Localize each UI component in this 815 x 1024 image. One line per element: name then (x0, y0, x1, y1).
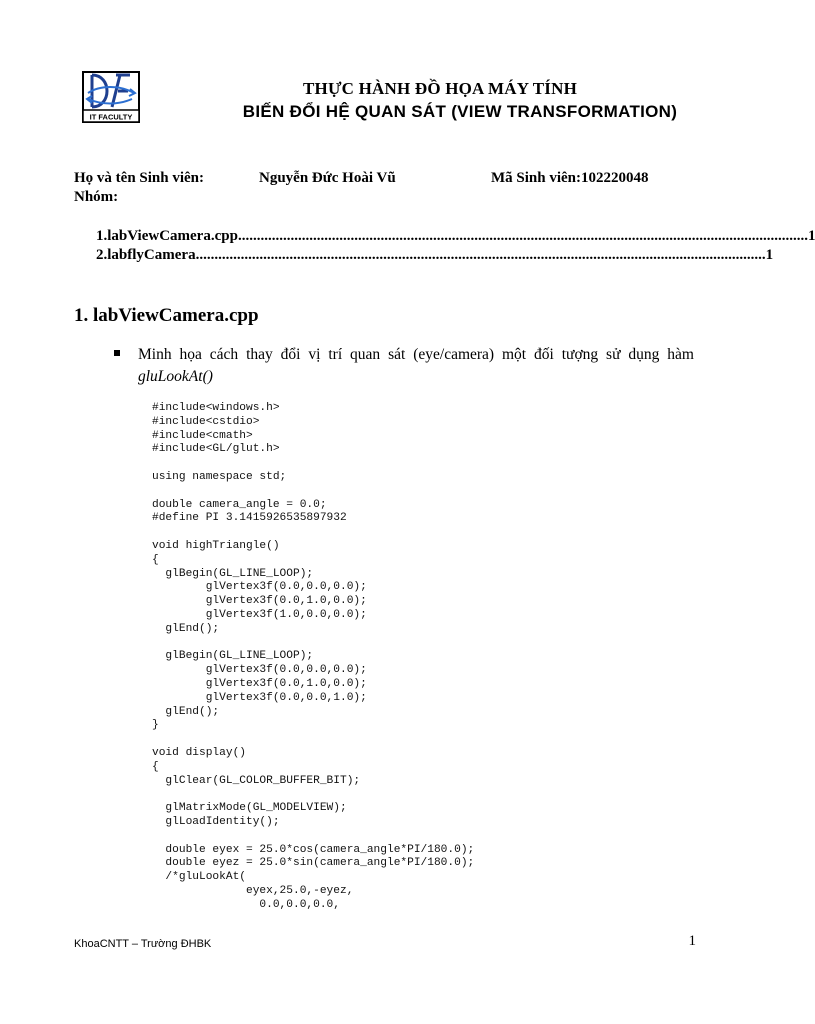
student-id-label: Mã Sinh viên:102220048 (491, 170, 649, 186)
bullet-paragraph (138, 344, 694, 388)
bullet-item (116, 344, 694, 388)
course-title: THỰC HÀNH ĐỒ HỌA MÁY TÍNH (302, 79, 578, 98)
toc-page-number: 1 (807, 228, 815, 244)
square-bullet-icon (114, 350, 120, 356)
toc-leader: ........................................................................................................................................................ (195, 247, 766, 263)
table-of-contents (96, 228, 815, 266)
student-name-label: Họ và tên Sinh viên: (74, 170, 205, 186)
toc-entry[interactable] (96, 247, 774, 266)
bullet-text: Minh họa cách thay đổi vị trí quan sát (eye/camera) một đối tượng sử dụng hàm (138, 346, 694, 363)
toc-leader: ........................................................................................................................................................ (237, 228, 808, 244)
toc-number: 1. (96, 228, 108, 244)
toc-number: 2. (96, 247, 108, 263)
toc-title: labflyCamera (107, 247, 196, 263)
toc-page-number: 1 (765, 247, 774, 263)
footer-text: KhoaCNTT – Trường ĐHBK (74, 938, 212, 950)
lab-title: BIẾN ĐỔI HỆ QUAN SÁT (VIEW TRANSFORMATION) (242, 102, 678, 121)
section-heading: 1. labViewCamera.cpp (74, 305, 259, 326)
student-name-value: Nguyễn Đức Hoài Vũ (259, 170, 396, 186)
toc-title: labViewCamera.cpp (107, 228, 238, 244)
group-label: Nhóm: (74, 189, 119, 205)
student-info-row (74, 170, 714, 190)
page-number: 1 (688, 933, 696, 949)
code-listing: #include<windows.h> #include<cstdio> #include<cmath> #include<GL/glut.h> using namespace std; double camera_angle = 0.0; #define PI 3.1415926535897932 void highTriangle() { glBegin(GL_LINE_LOOP); glVertex3f(0.0,0.0,0.0); glVertex3f(0.0,1.0,0.0); glVertex3f(1.0,0.0,0.0); glEnd(); glBegin(GL_LINE_LOOP); glVertex3f(0.0,0.0,0.0); glVertex3f(0.0,1.0,0.0); glVertex3f(0.0,0.0,1.0); glEnd(); } void display() { glClear(GL_COLOR_BUFFER_BIT); glMatrixMode(GL_MODELVIEW); glLoadIdentity(); double eyex = 25.0*cos(camera_angle*PI/180.0); double eyez = 25.0*sin(camera_angle*PI/180.0); /*gluLookAt( eyex,25.0,-eyez, 0.0,0.0,0.0, (152, 402, 475, 911)
toc-entry[interactable] (96, 228, 815, 247)
function-name: gluLookAt() (138, 368, 213, 385)
logo-text: IT FACULTY (89, 112, 133, 122)
it-faculty-logo (82, 71, 140, 123)
